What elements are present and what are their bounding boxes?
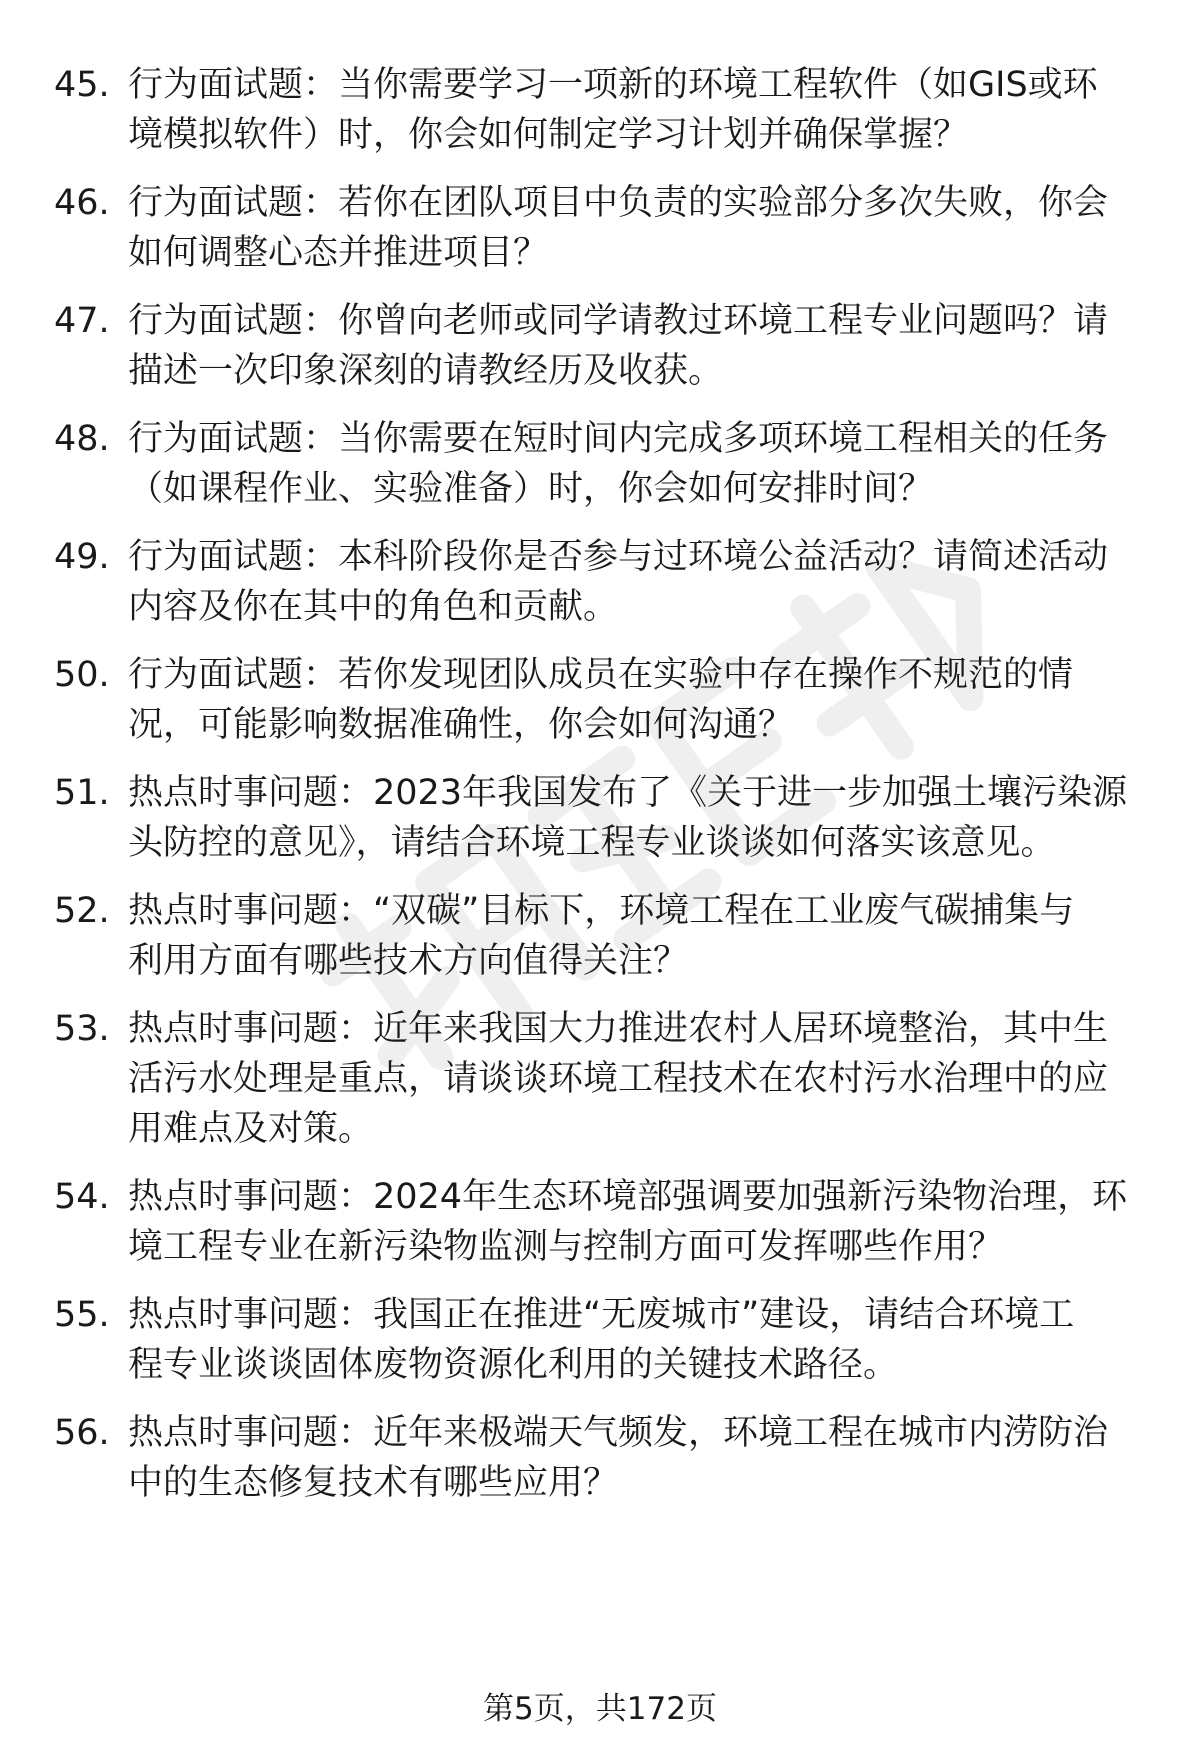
- question-text-line: 内容及你在其中的角色和贡献。: [128, 587, 619, 627]
- question-item: [54, 1004, 1164, 1154]
- question-item: [54, 1290, 1164, 1390]
- question-number: 49.: [54, 537, 110, 577]
- question-text-line: 如何调整心态并推进项目？: [128, 233, 549, 273]
- question-text-line: 行为面试题：当你需要学习一项新的环境工程软件（如GIS或环: [128, 65, 1098, 105]
- question-text-line: 况，可能影响数据准确性，你会如何沟通？: [128, 705, 794, 745]
- question-text-line: 行为面试题：当你需要在短时间内完成多项环境工程相关的任务: [128, 419, 1109, 459]
- question-text-line: （如课程作业、实验准备）时，你会如何安排时间？: [128, 469, 934, 509]
- question-text-line: 行为面试题：本科阶段你是否参与过环境公益活动？请简述活动: [128, 537, 1109, 577]
- question-text-line: 行为面试题：若你在团队项目中负责的实验部分多次失败，你会: [128, 183, 1109, 223]
- question-text: [128, 1004, 1164, 1154]
- question-number: 53.: [54, 1009, 110, 1049]
- question-number: 50.: [54, 655, 110, 695]
- question-text-line: 头防控的意见》，请结合环境工程专业谈谈如何落实该意见。: [128, 823, 1056, 863]
- question-text-line: 境工程专业在新污染物监测与控制方面可发挥哪些作用？: [128, 1227, 1004, 1267]
- question-number: 52.: [54, 891, 110, 931]
- question-item: [54, 1408, 1164, 1508]
- question-text: [128, 178, 1164, 278]
- question-text-line: 热点时事问题：2023年我国发布了《关于进一步加强土壤污染源: [128, 773, 1128, 813]
- page-indicator: 第5页，共172页: [483, 1691, 717, 1727]
- question-item: [54, 886, 1164, 986]
- question-item: [54, 1172, 1164, 1272]
- question-text: [128, 414, 1164, 514]
- question-text-line: 利用方面有哪些技术方向值得关注？: [128, 941, 689, 981]
- question-text: [128, 1290, 1164, 1390]
- question-text-line: 热点时事问题：2024年生态环境部强调要加强新污染物治理，环: [128, 1177, 1128, 1217]
- question-text-line: 程专业谈谈固体废物资源化利用的关键技术路径。: [128, 1345, 899, 1385]
- question-number: 51.: [54, 773, 110, 813]
- question-item: [54, 532, 1164, 632]
- question-number: 55.: [54, 1295, 110, 1335]
- question-text: [128, 60, 1164, 160]
- question-item: [54, 178, 1164, 278]
- question-text-line: 热点时事问题：近年来极端天气频发，环境工程在城市内涝防治: [128, 1413, 1109, 1453]
- question-text-line: 境模拟软件）时，你会如何制定学习计划并确保掌握？: [128, 115, 969, 155]
- question-number: 48.: [54, 419, 110, 459]
- question-text: [128, 768, 1164, 868]
- question-text-line: 中的生态修复技术有哪些应用？: [128, 1463, 619, 1503]
- question-text-line: 描述一次印象深刻的请教经历及收获。: [128, 351, 724, 391]
- question-text-line: 热点时事问题：“双碳”目标下，环境工程在工业废气碳捕集与: [128, 891, 1075, 931]
- question-text: [128, 886, 1164, 986]
- question-text: [128, 532, 1164, 632]
- question-text: [128, 650, 1164, 750]
- question-text-line: 行为面试题：你曾向老师或同学请教过环境工程专业问题吗？请: [128, 301, 1109, 341]
- question-number: 47.: [54, 301, 110, 341]
- question-text: [128, 1408, 1164, 1508]
- question-number: 46.: [54, 183, 110, 223]
- question-number: 45.: [54, 65, 110, 105]
- question-item: [54, 650, 1164, 750]
- question-item: [54, 296, 1164, 396]
- question-item: [54, 768, 1164, 868]
- question-text: [128, 1172, 1164, 1272]
- question-text-line: 用难点及对策。: [128, 1109, 374, 1149]
- question-number: 54.: [54, 1177, 110, 1217]
- question-text: [128, 296, 1164, 396]
- question-text-line: 行为面试题：若你发现团队成员在实验中存在操作不规范的情: [128, 655, 1074, 695]
- question-text-line: 热点时事问题：近年来我国大力推进农村人居环境整治，其中生: [128, 1009, 1109, 1049]
- question-item: [54, 414, 1164, 514]
- question-text-line: 活污水处理是重点，请谈谈环境工程技术在农村污水治理中的应: [128, 1059, 1109, 1099]
- question-text-line: 热点时事问题：我国正在推进“无废城市”建设，请结合环境工: [128, 1295, 1075, 1335]
- question-item: [54, 60, 1164, 160]
- question-number: 56.: [54, 1413, 110, 1453]
